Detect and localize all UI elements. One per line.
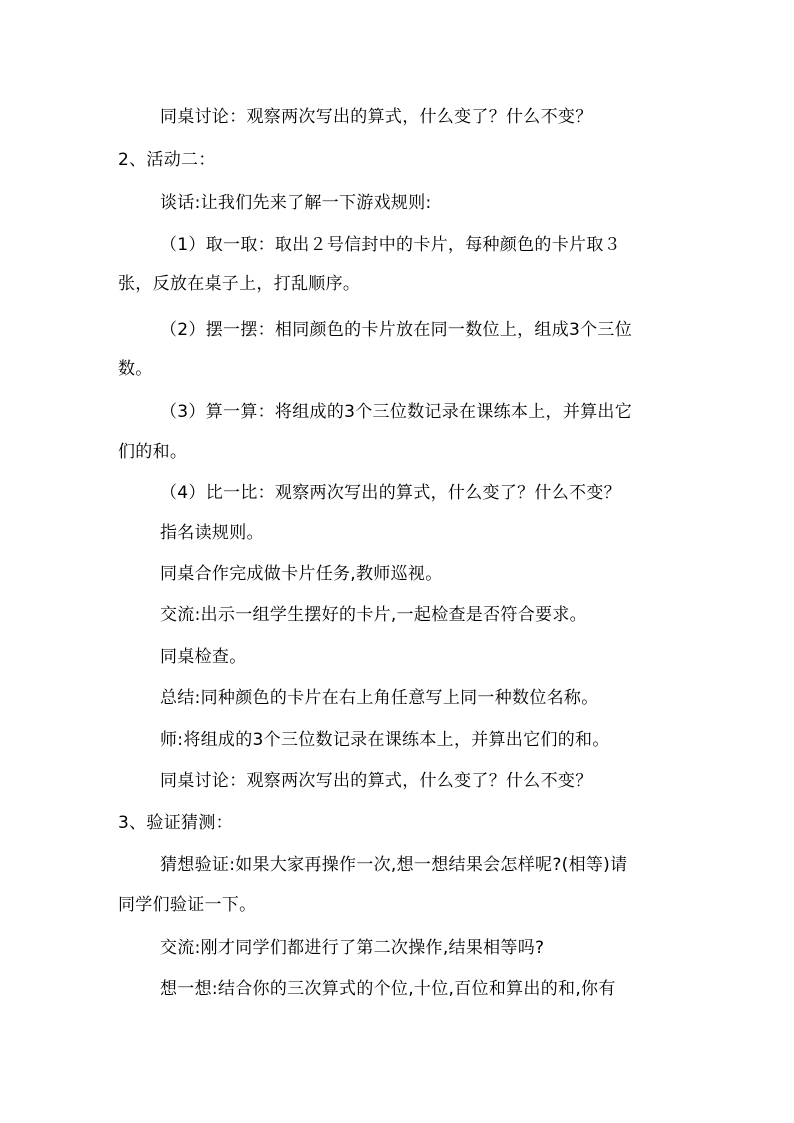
paragraph-line: 同学们验证一下。 bbox=[118, 895, 257, 915]
paragraph-line: 谈话:让我们先来了解一下游戏规则: bbox=[160, 193, 432, 213]
paragraph-line: 猜想验证:如果大家再操作一次,想一想结果会怎样呢?(相等)请 bbox=[160, 855, 628, 875]
paragraph-line: 指名读规则。 bbox=[160, 523, 264, 543]
paragraph-line: 想一想:结合你的三次算式的个位,十位,百位和算出的和,你有 bbox=[160, 979, 616, 999]
paragraph-line: 同桌检查。 bbox=[160, 647, 247, 667]
paragraph-line: 同桌合作完成做卡片任务,教师巡视。 bbox=[160, 564, 443, 584]
paragraph-line: 张，反放在桌子上，打乱顺序。 bbox=[118, 274, 361, 294]
paragraph-line: 交流:刚才同学们都进行了第二次操作,结果相等吗? bbox=[160, 938, 545, 958]
paragraph-line: 同桌讨论：观察两次写出的算式，什么变了？什么不变？ bbox=[160, 771, 593, 791]
paragraph-line: 师:将组成的3个三位数记录在课练本上，并算出它们的和。 bbox=[160, 730, 610, 750]
paragraph-line: （2）摆一摆：相同颜色的卡片放在同一数位上，组成3个三位 bbox=[160, 320, 633, 340]
section-heading: 3、验证猜测： bbox=[118, 813, 233, 833]
paragraph-line: （3）算一算：将组成的3个三位数记录在课练本上，并算出它 bbox=[160, 402, 633, 422]
paragraph-line: 交流:出示一组学生摆好的卡片,一起检查是否符合要求。 bbox=[160, 605, 587, 625]
paragraph-line: 们的和。 bbox=[118, 442, 188, 462]
paragraph-line: 同桌讨论：观察两次写出的算式，什么变了？什么不变？ bbox=[160, 107, 593, 127]
section-heading: 2、活动二： bbox=[118, 150, 216, 170]
paragraph-line: 总结:同种颜色的卡片在右上角任意写上同一种数位名称。 bbox=[160, 688, 599, 708]
paragraph-line: （1）取一取：取出２号信封中的卡片，每种颜色的卡片取３ bbox=[160, 235, 621, 255]
paragraph-line: 数。 bbox=[118, 359, 153, 379]
paragraph-line: （4）比一比：观察两次写出的算式，什么变了？什么不变？ bbox=[160, 483, 621, 503]
